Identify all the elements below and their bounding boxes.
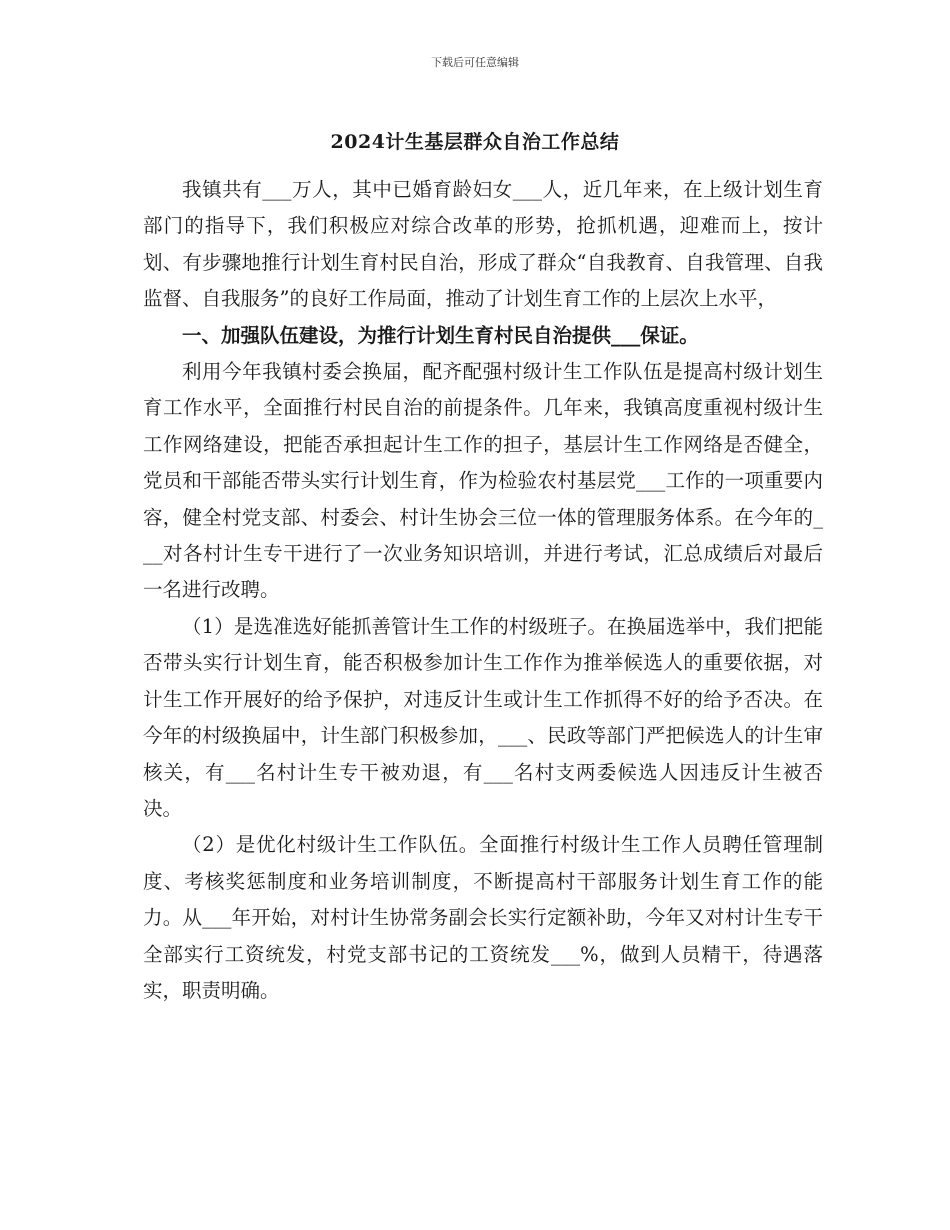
document-title: 2024计生基层群众自治工作总结 [330, 131, 620, 153]
page-header: 下载后可任意编辑 [431, 56, 519, 69]
body-paragraph: 利用今年我镇村委会换届，配齐配强村级计生工作队伍是提高村级计划生育工作水平，全面推行村民自治的前提条件。几年来，我镇高度重视村级计生工作网络建设，把能否承担起计生工作的担子，基层计生工作网络是否健全，党员和干部能否带头实行计划生育，作为检验农村基层党___工作的一项重要内容，健全村党支部、村委会、村计生协会三位一体的管理服务体系。在今年的___对各村计生专干进行了一次业务知识培训，并进行考试，汇总成绩后对最后一名进行改聘。 [143, 360, 823, 602]
intro-paragraph: 我镇共有___万人，其中已婚育龄妇女___人，近几年来，在上级计划生育部门的指导下，我们积极应对综合改革的形势，抢抓机遇，迎难而上，按计划、有步骤地推行计划生育村民自治，形成了群众“自我教育、自我管理、自我监督、自我服务”的良好工作局面，推动了计划生育工作的上层次上水平， [143, 178, 823, 311]
subsection-paragraph-1: （1）是选准选好能抓善管计生工作的村级班子。在换届选举中，我们把能否带头实行计划生育，能否积极参加计生工作作为推举候选人的重要依据，对计生工作开展好的给予保护，对违反计生或计生工作抓得不好的给予否决。在今年的村级换届中，计生部门积极参加，___、民政等部门严把候选人的计生审核关，有___名村计生专干被劝退，有___名村支两委候选人因违反计生被否决。 [143, 614, 823, 820]
subsection-paragraph-2: （2）是优化村级计生工作队伍。全面推行村级计生工作人员聘任管理制度、考核奖惩制度和业务培训制度，不断提高村干部服务计划生育工作的能力。从___年开始，对村计生协常务副会长实行定额补助，今年又对村计生专干全部实行工资统发，村党支部书记的工资统发___%，做到人员精干，待遇落实，职责明确。 [143, 833, 823, 1002]
document-body [143, 172, 823, 1009]
section-heading-1: 一、加强队伍建设，为推行计划生育村民自治提供___保证。 [182, 323, 699, 347]
